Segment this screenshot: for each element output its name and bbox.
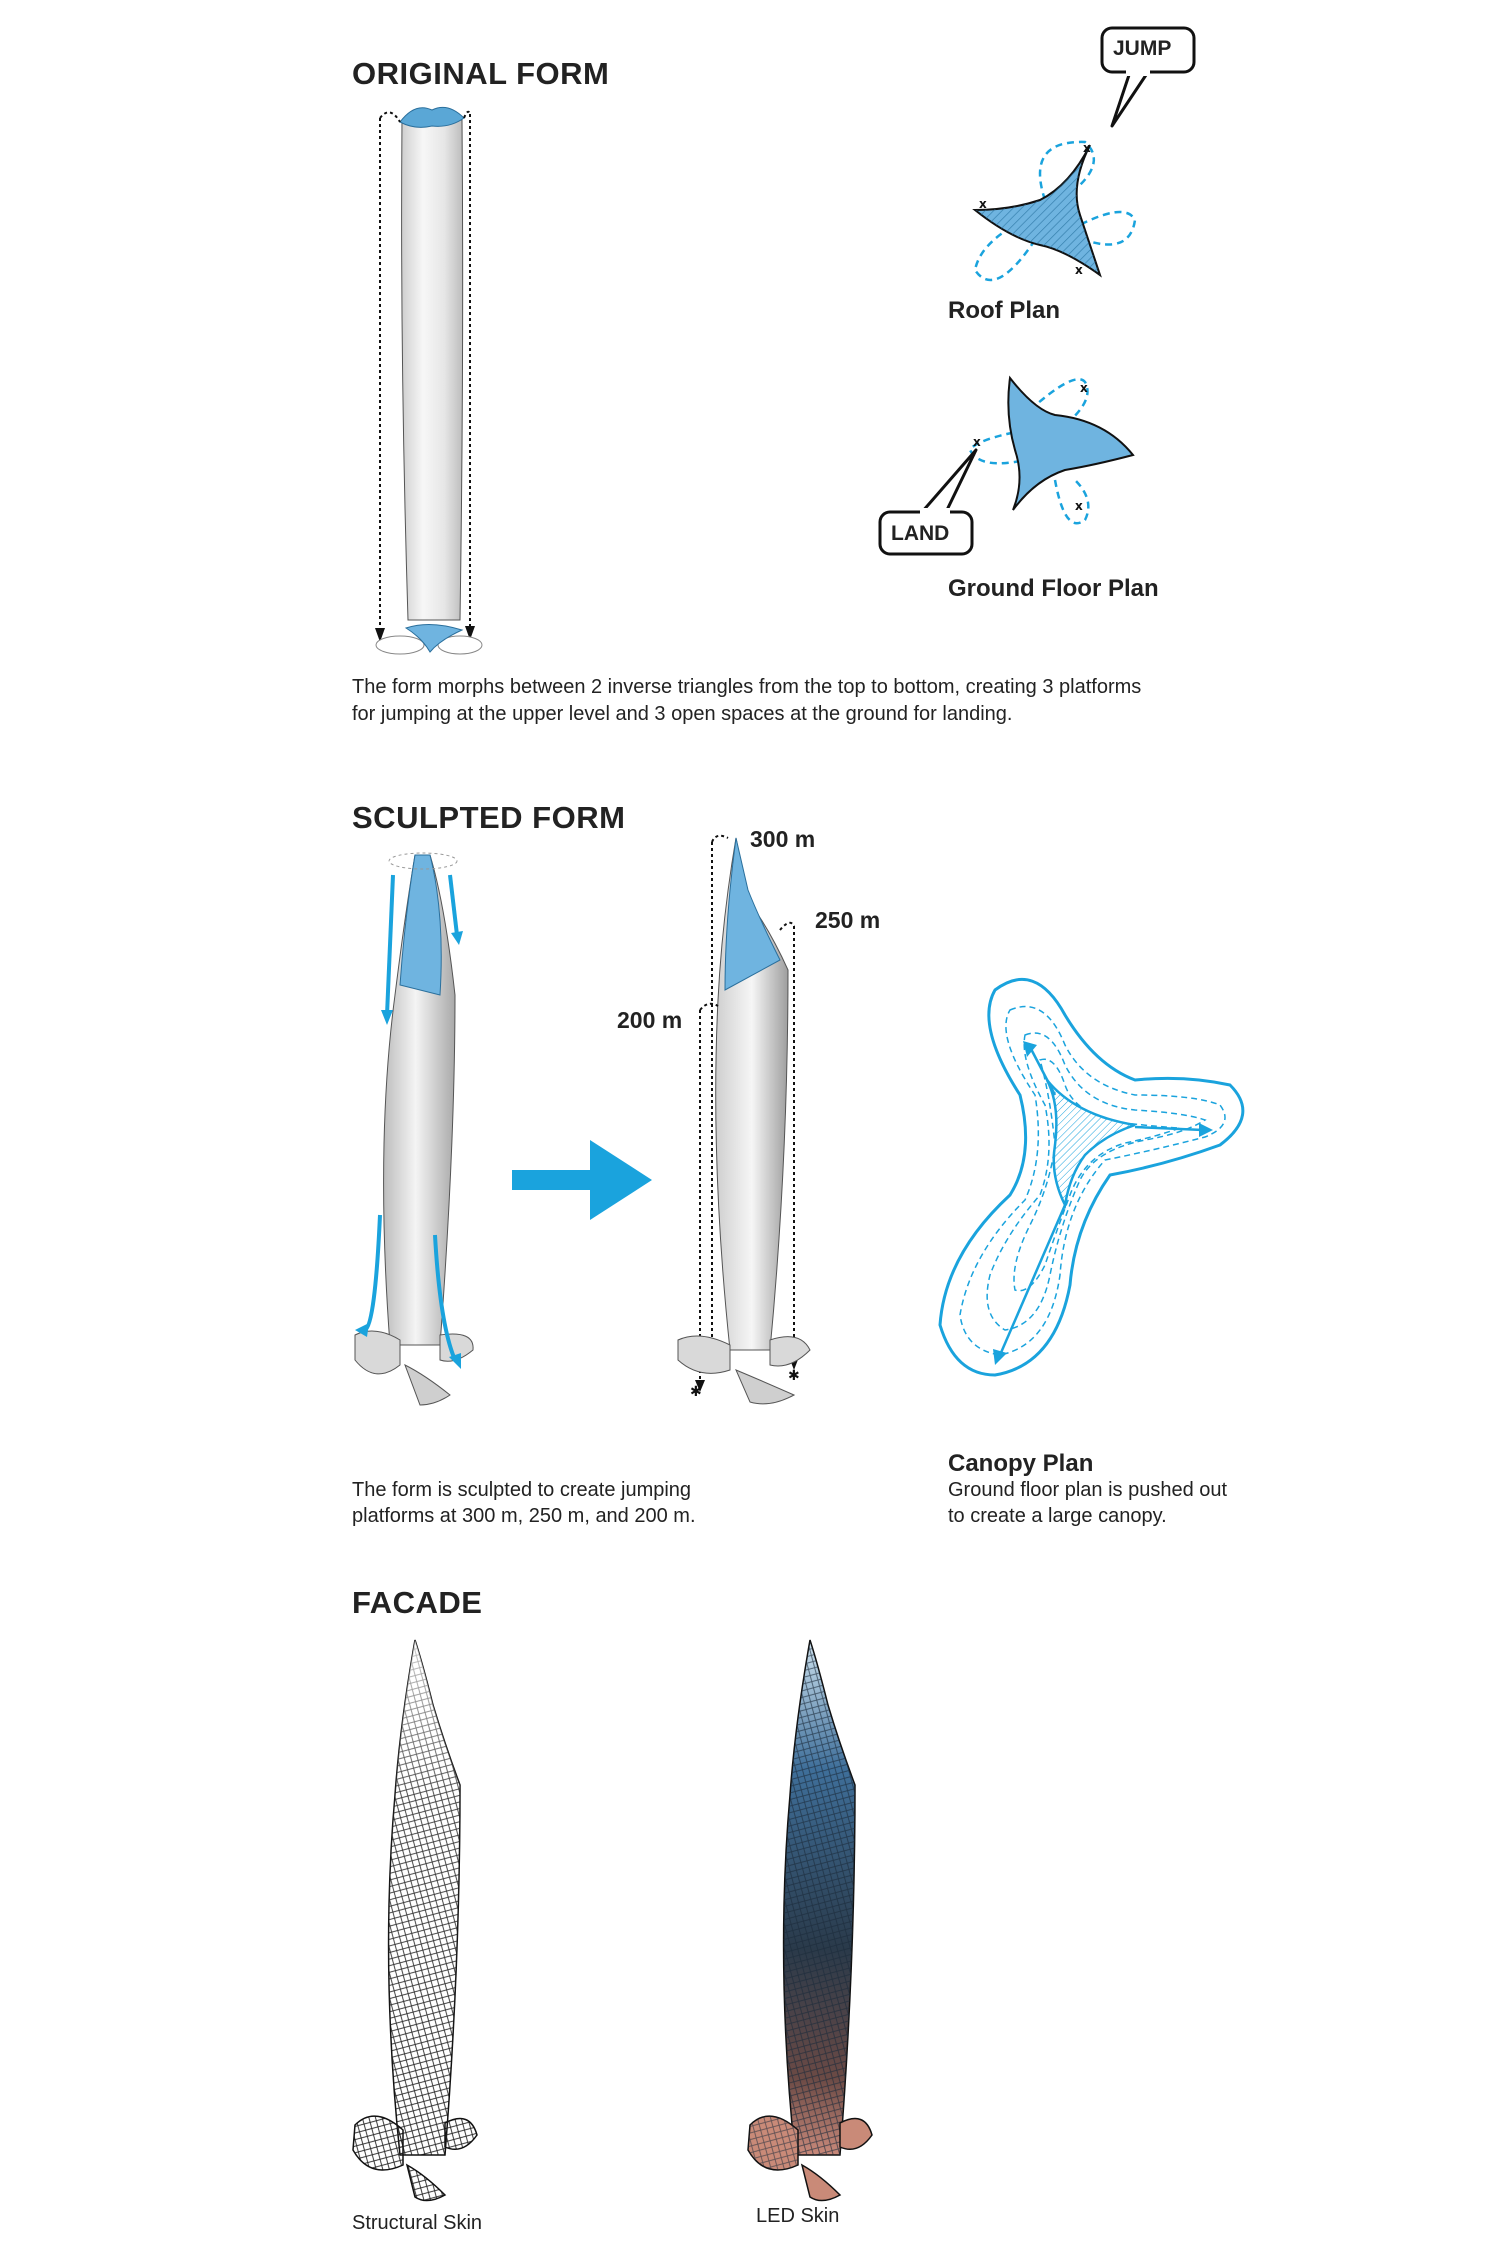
structural-skin-tower: [345, 1635, 505, 2205]
roof-plan-diagram: [955, 130, 1165, 300]
canopy-plan-diagram: [935, 965, 1255, 1385]
roof-plan-label: Roof Plan: [948, 297, 1060, 324]
height-200-label: 200 m: [617, 1007, 683, 1033]
svg-text:x: x: [1075, 499, 1083, 513]
canopy-caption-line2: to create a large canopy.: [948, 1505, 1167, 1527]
led-skin-tower: [740, 1635, 900, 2205]
original-caption-line1: The form morphs between 2 inverse triangles from the top to bottom, creating 3 platforms: [352, 676, 1142, 698]
facade-title: FACADE: [352, 1585, 483, 1620]
sculpted-form-title: SCULPTED FORM: [352, 800, 626, 835]
svg-text:x: x: [1080, 381, 1088, 395]
sculpted-tower-right: [670, 830, 820, 1420]
jump-label: JUMP: [1113, 37, 1172, 60]
canopy-plan-title: Canopy Plan: [948, 1450, 1094, 1477]
svg-text:✱: ✱: [788, 1368, 800, 1384]
height-250-label: 250 m: [815, 907, 881, 933]
svg-text:x: x: [979, 197, 987, 211]
transform-arrow-icon: [512, 1140, 652, 1220]
sculpted-tower-left: [345, 845, 495, 1415]
canopy-caption-line1: Ground floor plan is pushed out: [948, 1479, 1228, 1501]
structural-skin-label: Structural Skin: [352, 2212, 483, 2234]
led-skin-label: LED Skin: [756, 2205, 840, 2227]
svg-text:x: x: [973, 435, 981, 449]
original-form-title: ORIGINAL FORM: [352, 56, 610, 91]
ground-floor-plan-label: Ground Floor Plan: [948, 575, 1159, 602]
ground-floor-plan-diagram: [955, 370, 1165, 530]
svg-text:x: x: [1075, 263, 1083, 277]
original-caption-line2: for jumping at the upper level and 3 open spaces at the ground for landing.: [352, 703, 1013, 725]
land-label: LAND: [891, 522, 950, 545]
original-tower-diagram: [370, 100, 480, 660]
height-300-label: 300 m: [750, 826, 816, 852]
svg-text:✱: ✱: [690, 1384, 702, 1400]
svg-text:x: x: [1083, 141, 1091, 155]
sculpted-caption-line1: The form is sculpted to create jumping: [352, 1479, 692, 1501]
sculpted-caption-line2: platforms at 300 m, 250 m, and 200 m.: [352, 1505, 696, 1527]
